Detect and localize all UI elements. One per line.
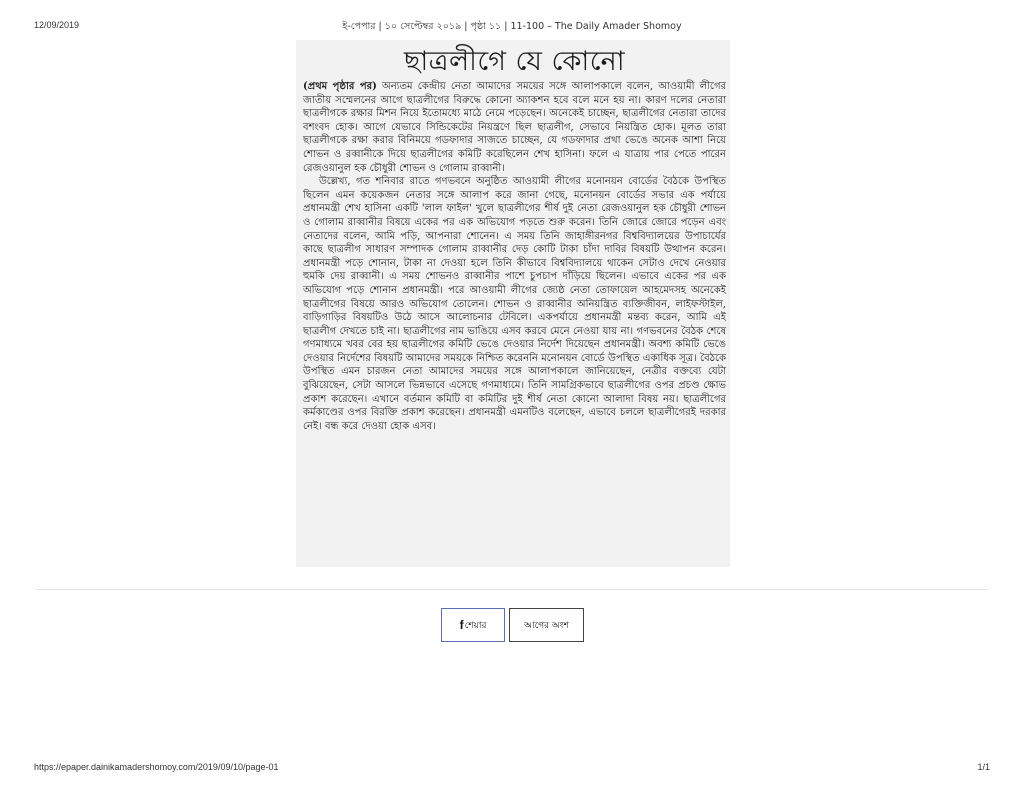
print-header-title: ই-পেপার | ১০ সেপ্টেম্বর ২০১৯ | পৃষ্ঠা ১১ | 11-100 – The Daily Amader Shomoy: [342, 21, 682, 32]
article-paragraph-text: অন্যতম কেন্দ্রীয় নেতা আমাদের সময়ের সঙ্গে আলাপকালে বলেন, আওয়ামী লীগের জাতীয় সম্মেলনের আগে ছাত্রলীগের বিরুদ্ধে কোনো অ্যাকশন হবে বলে মনে হয় না। কারণ দলের নেতারা ছাত্রলীগকে রক্ষার মিশন নিয়ে ইতোমধ্যে মাঠে নেমে পড়েছেন। অনেকেই চাচ্ছেন, ছাত্রলীগের নেতারা তাদের বশংবদ হোক। আগে যেভাবে সিন্ডিকেটের নিয়ন্ত্রণে ছিল ছাত্রলীগ, সেভাবে নিয়ন্ত্রিত হোক। মূলত তারা ছাত্রলীগকে রক্ষা করার বিনিময়ে গডফাদার সাজতে চাচ্ছেন, যে গডফাদার প্রথা ভেঙে অনেক আশা নিয়ে শোভন ও রব্বানীকে দিয়ে ছাত্রলীগের কমিটি করেছিলেন শেখ হাসিনা। ফলে এ যাত্রায় পার পেতে পারেন রেজওয়ানুল হক চৌধুরী শোভন ও গোলাম রাব্বানী।: [303, 81, 727, 174]
facebook-icon: f: [459, 618, 464, 632]
article-body: [303, 80, 726, 433]
article-paragraph: উল্লেখ্য, গত শনিবার রাতে গণভবনে অনুষ্ঠিত আওয়ামী লীগের মনোনয়ন বোর্ডের বৈঠকে উপস্থিত ছিলেন এমন কয়েকজন নেতার সঙ্গে আলাপ করে জানা গেছে, মনোনয়ন বোর্ডের সভার এক পর্যায়ে প্রধানমন্ত্রী শেখ হাসিনা একটি 'লাল ফাইল' খুলে ছাত্রলীগের শীর্ষ দুই নেতা রেজওয়ানুল হক চৌধুরী শোভন ও গোলাম রাব্বানীর বিষয়ে একের পর এক অভিযোগ পড়তে শুরু করেন। তিনি জোরে জোরে পড়েন এবং নেতাদের বলেন, আমি পড়ি, আপনারা শোনেন। এ সময় তিনি জাহাঙ্গীরনগর বিশ্ববিদ্যালয়ের উপাচার্যের কাছে ছাত্রলীগ সাধারণ সম্পাদক গোলাম রাব্বানীর দেড় কোটি টাকা চাঁদা দাবির বিষয়টি উত্থাপন করেন। প্রধানমন্ত্রী পড়ে শোনান, টাকা না দেওয়া হলে তিনি কীভাবে বিশ্ববিদ্যালয়ে থাকেন সেটাও দেখে নেওয়ার হুমকি দেয় রাব্বানী। এ সময় শোভনও রাব্বানীর পাশে চুপচাপ দাঁড়িয়ে ছিলেন। এভাবে একের পর এক অভিযোগ পড়ে শোনান প্রধানমন্ত্রী। পরে আওয়ামী লীগের জ্যেষ্ঠ নেতা তোফায়েল আহমেদসহ অনেকেই ছাত্রলীগের বিষয়ে আরও অভিযোগ তোলেন। শোভন ও রাব্বানীর অনিয়ন্ত্রিত ব্যক্তিজীবন, লাইফস্টাইল, বাড়িগাড়ির বিষয়টিও উঠে আসে আলোচনার টেবিলে। একপর্যায়ে প্রধানমন্ত্রী মন্তব্য করেন, আমি এই ছাত্রলীগ দেখতে চাই না। ছাত্রলীগের নাম ভাঙিয়ে এসব করবে মেনে নেওয়া যায় না। গণভবনের বৈঠক শেষে গণমাধ্যমে খবর বের হয় ছাত্রলীগের কমিটি ভেঙে দেওয়ার নির্দেশ দিয়েছেন প্রধানমন্ত্রী। অবশ্য কমিটি ভেঙে দেওয়ার নির্দেশের বিষয়টি আমাদের সময়কে নিশ্চিত করেননি মনোনয়ন বোর্ডে উপস্থিত একাধিক সূত্র। বৈঠকে উপস্থিত এমন চারজন নেতা আমাদের সময়ের সঙ্গে আলাপকালে জানিয়েছেন, নেত্রীর বক্তব্যে যেটা বুঝিয়েছেন, সেটা আসলে ভিন্নভাবে এসেছে গণমাধ্যমে। তিনি সামগ্রিকভাবে ছাত্রলীগের ওপর প্রচণ্ড ক্ষোভ প্রকাশ করেছেন। এখানে বর্তমান কমিটি বা কমিটির দুই শীর্ষ নেতা কোনো আলাদা বিষয় নয়। ছাত্রলীগের কর্মকাণ্ডের ওপর বিরক্তি প্রকাশ করেছেন। প্রধানমন্ত্রী এমনটিও বলেছেন, এভাবে চললে ছাত্রলীগেরই দরকার নেই। বন্ধ করে দেওয়া হোক এসব।: [303, 176, 726, 432]
share-button-label: শেয়ার: [464, 620, 487, 631]
footer-url: https://epaper.dainikamadershomoy.com/2019/09/10/page-01: [34, 762, 279, 772]
article-lead: (প্রথম পৃষ্ঠার পর): [303, 81, 377, 92]
footer-page-number: 1/1: [977, 762, 990, 772]
previous-part-button[interactable]: [509, 608, 584, 642]
article-clipping: [296, 40, 730, 567]
previous-part-button-label: আগের অংশ: [524, 620, 569, 631]
article-paragraph: [303, 80, 726, 175]
print-date: 12/09/2019: [34, 20, 80, 30]
share-button[interactable]: [441, 608, 505, 642]
article-headline: ছাত্রলীগে যে কোনো: [403, 46, 626, 77]
divider: [36, 589, 988, 590]
